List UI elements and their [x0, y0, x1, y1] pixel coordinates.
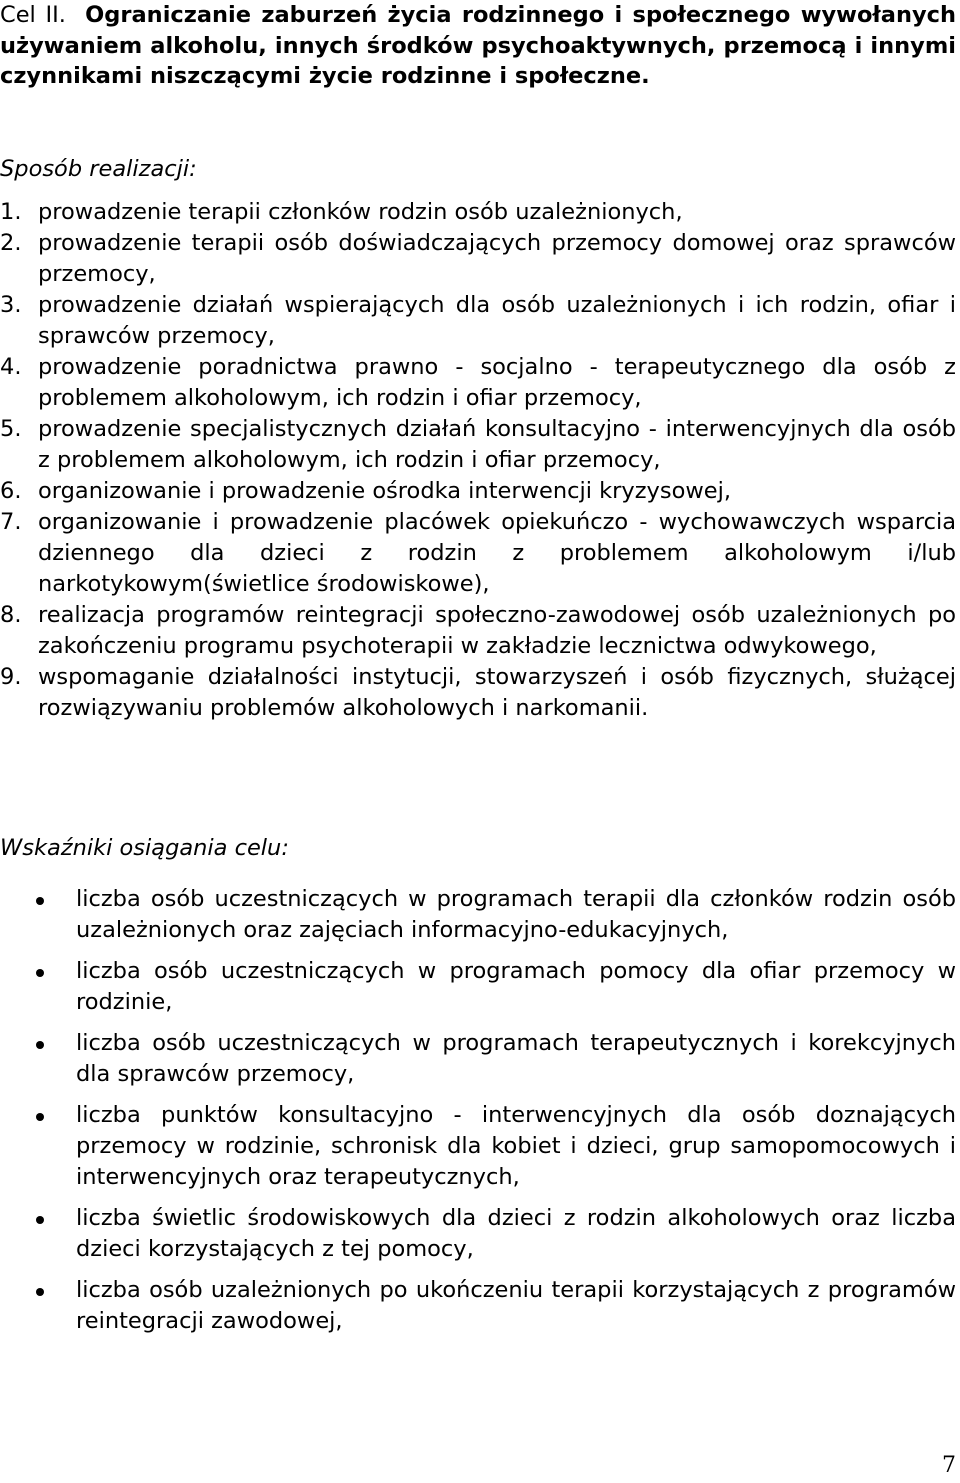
goal-title: Ograniczanie zaburzeń życia rodzinnego i społecznego wywołanych używaniem alkoholu, innych środków psychoaktywnych, przemocą i innymi czynnikami niszczącymi życie rodzinne i społeczne.	[0, 2, 956, 89]
list-item	[0, 414, 956, 476]
goal-heading	[0, 0, 956, 92]
item-number: 9.	[0, 664, 22, 690]
list-item	[0, 197, 956, 228]
list-item	[0, 507, 956, 600]
list-item	[0, 352, 956, 414]
item-text: liczba osób uzależnionych po ukończeniu terapii korzystających z programów reintegracji zawodowej,	[76, 1277, 956, 1334]
item-number: 2.	[0, 230, 22, 256]
list-item	[0, 290, 956, 352]
list-item	[0, 662, 956, 724]
list-item	[0, 1028, 956, 1090]
bullet-icon	[36, 1288, 44, 1296]
item-text: prowadzenie działań wspierających dla osób uzależnionych i ich rodzin, ofiar i sprawców przemocy,	[38, 292, 956, 349]
method-list	[0, 197, 956, 724]
item-number: 3.	[0, 292, 22, 318]
item-text: organizowanie i prowadzenie ośrodka interwencji kryzysowej,	[38, 478, 731, 504]
list-item	[0, 884, 956, 946]
item-number: 4.	[0, 354, 22, 380]
item-text: prowadzenie poradnictwa prawno - socjalno - terapeutycznego dla osób z problemem alkoholowym, ich rodzin i ofiar przemocy,	[38, 354, 956, 411]
item-text: prowadzenie terapii członków rodzin osób uzależnionych,	[38, 199, 683, 225]
item-text: liczba punktów konsultacyjno - interwencyjnych dla osób doznających przemocy w rodzinie, schronisk dla kobiet i dzieci, grup samopomocowych i interwencyjnych oraz terapeutycznych,	[76, 1102, 956, 1190]
bullet-icon	[36, 969, 44, 977]
page-number: 7	[942, 1453, 956, 1478]
item-text: prowadzenie terapii osób doświadczających przemocy domowej oraz sprawców przemocy,	[38, 230, 956, 287]
item-number: 1.	[0, 199, 22, 225]
list-item	[0, 228, 956, 290]
goal-number: Cel II.	[0, 2, 66, 28]
item-text: liczba świetlic środowiskowych dla dzieci z rodzin alkoholowych oraz liczba dzieci korzystających z tej pomocy,	[76, 1205, 956, 1262]
list-item	[0, 1275, 956, 1337]
item-number: 7.	[0, 509, 22, 535]
method-label: Sposób realizacji:	[0, 156, 197, 182]
item-number: 5.	[0, 416, 22, 442]
item-number: 6.	[0, 478, 22, 504]
list-item	[0, 476, 956, 507]
indicators-list	[0, 884, 956, 1347]
list-item	[0, 1203, 956, 1265]
item-text: liczba osób uczestniczących w programach terapeutycznych i korekcyjnych dla sprawców przemocy,	[76, 1030, 956, 1087]
item-text: realizacja programów reintegracji społeczno-zawodowej osób uzależnionych po zakończeniu programu psychoterapii w zakładzie lecznictwa odwykowego,	[38, 602, 956, 659]
item-text: liczba osób uczestniczących w programach pomocy dla ofiar przemocy w rodzinie,	[76, 958, 956, 1015]
bullet-icon	[36, 897, 44, 905]
item-text: wspomaganie działalności instytucji, stowarzyszeń i osób fizycznych, służącej rozwiązywaniu problemów alkoholowych i narkomanii.	[38, 664, 956, 721]
list-item	[0, 1100, 956, 1193]
item-text: organizowanie i prowadzenie placówek opiekuńczo - wychowawczych wsparcia dziennego dla dzieci z rodzin z problemem alkoholowym i/lub narkotykowym(świetlice środowiskowe),	[38, 509, 956, 597]
list-item	[0, 956, 956, 1018]
bullet-icon	[36, 1216, 44, 1224]
item-text: prowadzenie specjalistycznych działań konsultacyjno - interwencyjnych dla osób z problemem alkoholowym, ich rodzin i ofiar przemocy,	[38, 416, 956, 473]
bullet-icon	[36, 1113, 44, 1121]
item-number: 8.	[0, 602, 22, 628]
indicators-label: Wskaźniki osiągania celu:	[0, 835, 289, 861]
bullet-icon	[36, 1041, 44, 1049]
item-text: liczba osób uczestniczących w programach terapii dla członków rodzin osób uzależnionych oraz zajęciach informacyjno-edukacyjnych,	[76, 886, 956, 943]
list-item	[0, 600, 956, 662]
